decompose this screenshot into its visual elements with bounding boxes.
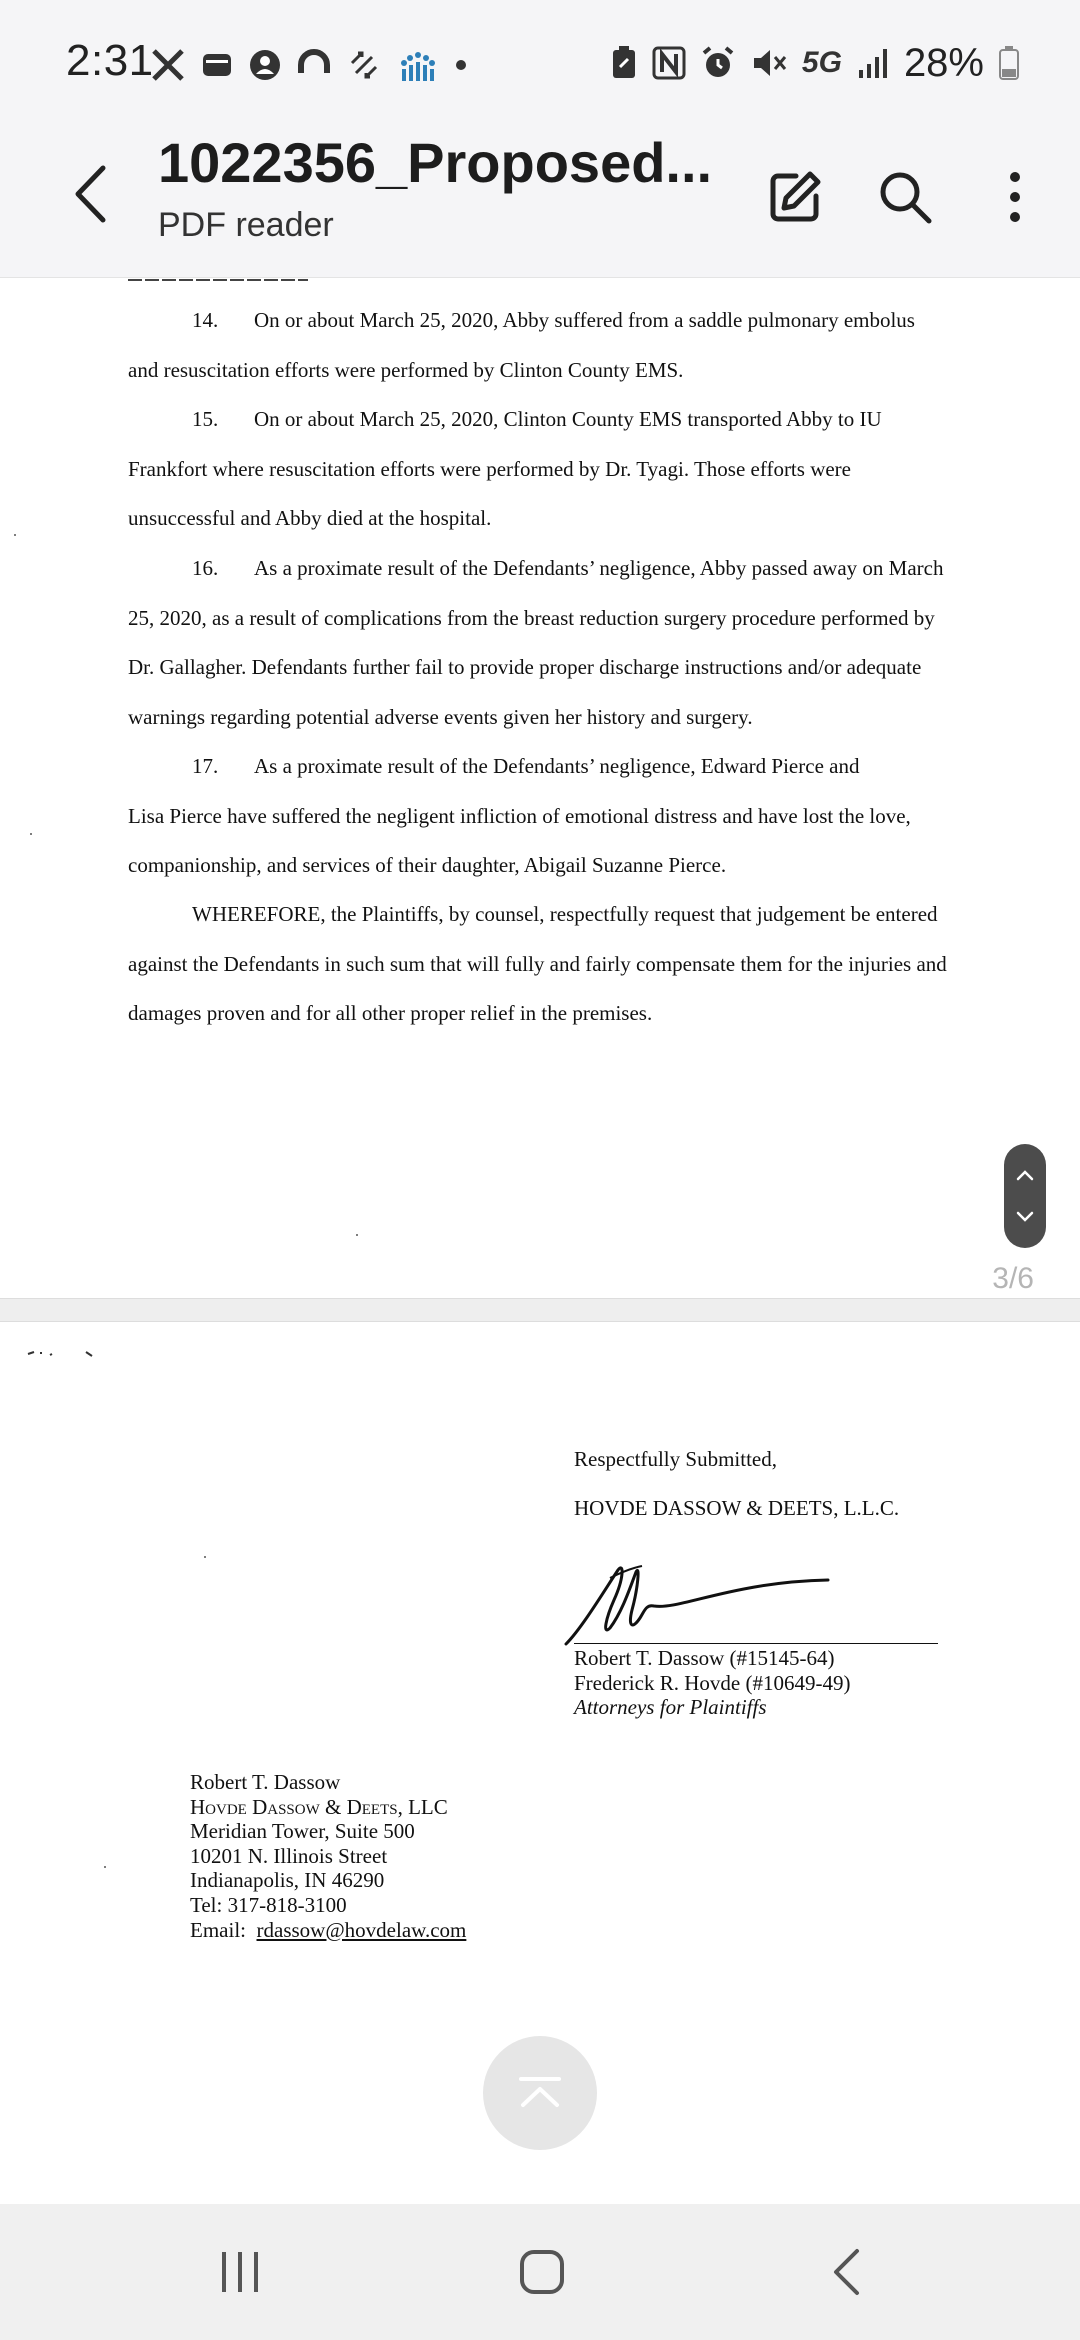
email-link[interactable]: rdassow@hovdelaw.com xyxy=(256,1917,467,1942)
nfc-icon xyxy=(652,46,686,80)
scan-speck xyxy=(356,1234,358,1236)
attorney-2: Frederick R. Hovde (#10649-49) xyxy=(574,1670,851,1695)
scan-speck xyxy=(104,1866,106,1868)
address-firm: Hovde Dassow & Deets, LLC xyxy=(190,1794,448,1819)
headset-icon xyxy=(296,47,332,83)
walgreens-icon xyxy=(396,47,440,83)
search-icon xyxy=(876,168,934,226)
5g-icon: 5G xyxy=(801,46,842,79)
attorney-role: Attorneys for Plaintiffs xyxy=(574,1695,767,1720)
scroll-to-top-button[interactable] xyxy=(483,2036,597,2150)
firm-name-caps: HOVDE DASSOW & DEETS, L.L.C. xyxy=(574,1496,900,1520)
paragraph-line: WHEREFORE, the Plaintiffs, by counsel, respectfully request that judgement be entered xyxy=(192,902,938,926)
page-indicator: 3/6 xyxy=(992,1262,1034,1295)
signature-line xyxy=(574,1643,938,1644)
chevron-left-icon xyxy=(73,164,107,224)
battery-icon xyxy=(998,45,1020,81)
attorney-block xyxy=(574,1646,850,1720)
status-system-icons xyxy=(610,36,1020,90)
app-bar xyxy=(0,128,1080,278)
paragraph-number: 15. xyxy=(192,407,219,431)
back-icon xyxy=(831,2248,861,2296)
attorney-signature xyxy=(562,1548,842,1648)
status-bar xyxy=(0,0,1080,128)
document-title: 1022356_Proposed... xyxy=(158,131,713,194)
address-line3: Indianapolis, IN 46290 xyxy=(190,1868,385,1893)
scan-speck xyxy=(14,534,16,536)
paragraph-number: 16. xyxy=(192,556,219,580)
battery-percent: 28% xyxy=(903,40,984,85)
scroll-to-top-icon xyxy=(515,2075,565,2111)
recents-icon xyxy=(218,2250,262,2294)
paragraph-line: Frankfort where resuscitation efforts were performed by Dr. Tyagi. Those efforts were xyxy=(128,456,851,481)
paragraph-line: On or about March 25, 2020, Abby suffered from a saddle pulmonary embolus xyxy=(254,308,915,332)
edit-button[interactable] xyxy=(750,152,840,242)
paragraph-line: 25, 2020, as a result of complications from the breast reduction surgery procedure performed by xyxy=(128,605,935,630)
clipped-text-fragment xyxy=(128,278,428,286)
paragraph-line: Lisa Pierce have suffered the negligent infliction of emotional distress and have lost the love, xyxy=(128,803,911,828)
home-button[interactable] xyxy=(502,2242,582,2302)
paragraph-number: 14. xyxy=(192,308,219,332)
battery-saver-icon xyxy=(610,45,638,81)
address-tel: Tel: 317-818-3100 xyxy=(190,1892,347,1917)
x-icon xyxy=(150,47,186,83)
wallet-icon xyxy=(200,48,234,82)
signal-icon xyxy=(856,46,890,80)
scan-marks xyxy=(26,1346,116,1360)
wherefore-paragraph xyxy=(128,890,968,1039)
paragraph-14 xyxy=(128,296,968,395)
attorney-1: Robert T. Dassow (#15145-64) xyxy=(574,1646,835,1670)
closing-text: Respectfully Submitted, xyxy=(574,1447,777,1471)
alarm-icon xyxy=(700,45,736,81)
recents-button[interactable] xyxy=(200,2242,280,2302)
app-actions xyxy=(750,152,1060,242)
paragraph-15 xyxy=(128,395,968,544)
paragraph-line: unsuccessful and Abby died at the hospital. xyxy=(128,506,492,530)
paragraph-line: On or about March 25, 2020, Clinton County EMS transported Abby to IU xyxy=(254,407,882,431)
pdf-page-3[interactable] xyxy=(0,278,1080,1298)
chevron-down-icon[interactable] xyxy=(1015,1210,1035,1224)
address-line1: Meridian Tower, Suite 500 xyxy=(190,1819,415,1844)
status-notification-icons xyxy=(150,40,468,90)
paragraph-line: Dr. Gallagher. Defendants further fail to provide proper discharge instructions and/or adequate xyxy=(128,655,922,679)
nav-back-button[interactable] xyxy=(806,2242,886,2302)
sync-icon xyxy=(346,47,382,83)
app-subtitle: PDF reader xyxy=(158,206,334,244)
paragraph-line: and resuscitation efforts were performed by Clinton County EMS. xyxy=(128,357,684,382)
paragraph-number: 17. xyxy=(192,754,219,778)
dot-icon xyxy=(454,58,468,72)
address-email-row xyxy=(190,1918,466,1943)
edit-icon xyxy=(766,168,824,226)
search-button[interactable] xyxy=(860,152,950,242)
address-line2: 10201 N. Illinois Street xyxy=(190,1843,388,1868)
page-scroll-control[interactable] xyxy=(1004,1144,1046,1248)
paragraph-16 xyxy=(128,544,968,742)
paragraph-line: against the Defendants in such sum that will fully and fairly compensate them for the injuries and xyxy=(128,951,947,976)
more-options-button[interactable] xyxy=(970,152,1060,242)
email-label: Email: xyxy=(190,1917,246,1942)
address-block xyxy=(190,1770,466,1942)
paragraph-line: companionship, and services of their daughter, Abigail Suzanne Pierce. xyxy=(128,853,727,877)
page-divider xyxy=(0,1298,1080,1322)
status-time: 2:31 xyxy=(66,36,154,85)
scan-speck xyxy=(30,833,32,835)
home-icon xyxy=(519,2249,565,2295)
paragraph-line: As a proximate result of the Defendants’ negligence, Edward Pierce and xyxy=(254,754,860,778)
mute-icon xyxy=(750,45,788,81)
paragraph-line: warnings regarding potential adverse events given her history and surgery. xyxy=(128,704,753,729)
paragraph-17 xyxy=(128,742,968,891)
navigation-bar xyxy=(0,2204,1080,2340)
chevron-up-icon[interactable] xyxy=(1015,1168,1035,1182)
more-icon xyxy=(1005,168,1025,226)
paragraph-line: damages proven and for all other proper relief in the premises. xyxy=(128,1001,653,1025)
back-button[interactable] xyxy=(60,154,120,234)
address-name: Robert T. Dassow xyxy=(190,1770,341,1794)
paragraph-line: As a proximate result of the Defendants’ negligence, Abby passed away on March xyxy=(254,556,944,580)
account-icon xyxy=(248,48,282,82)
scan-speck xyxy=(204,1556,206,1558)
